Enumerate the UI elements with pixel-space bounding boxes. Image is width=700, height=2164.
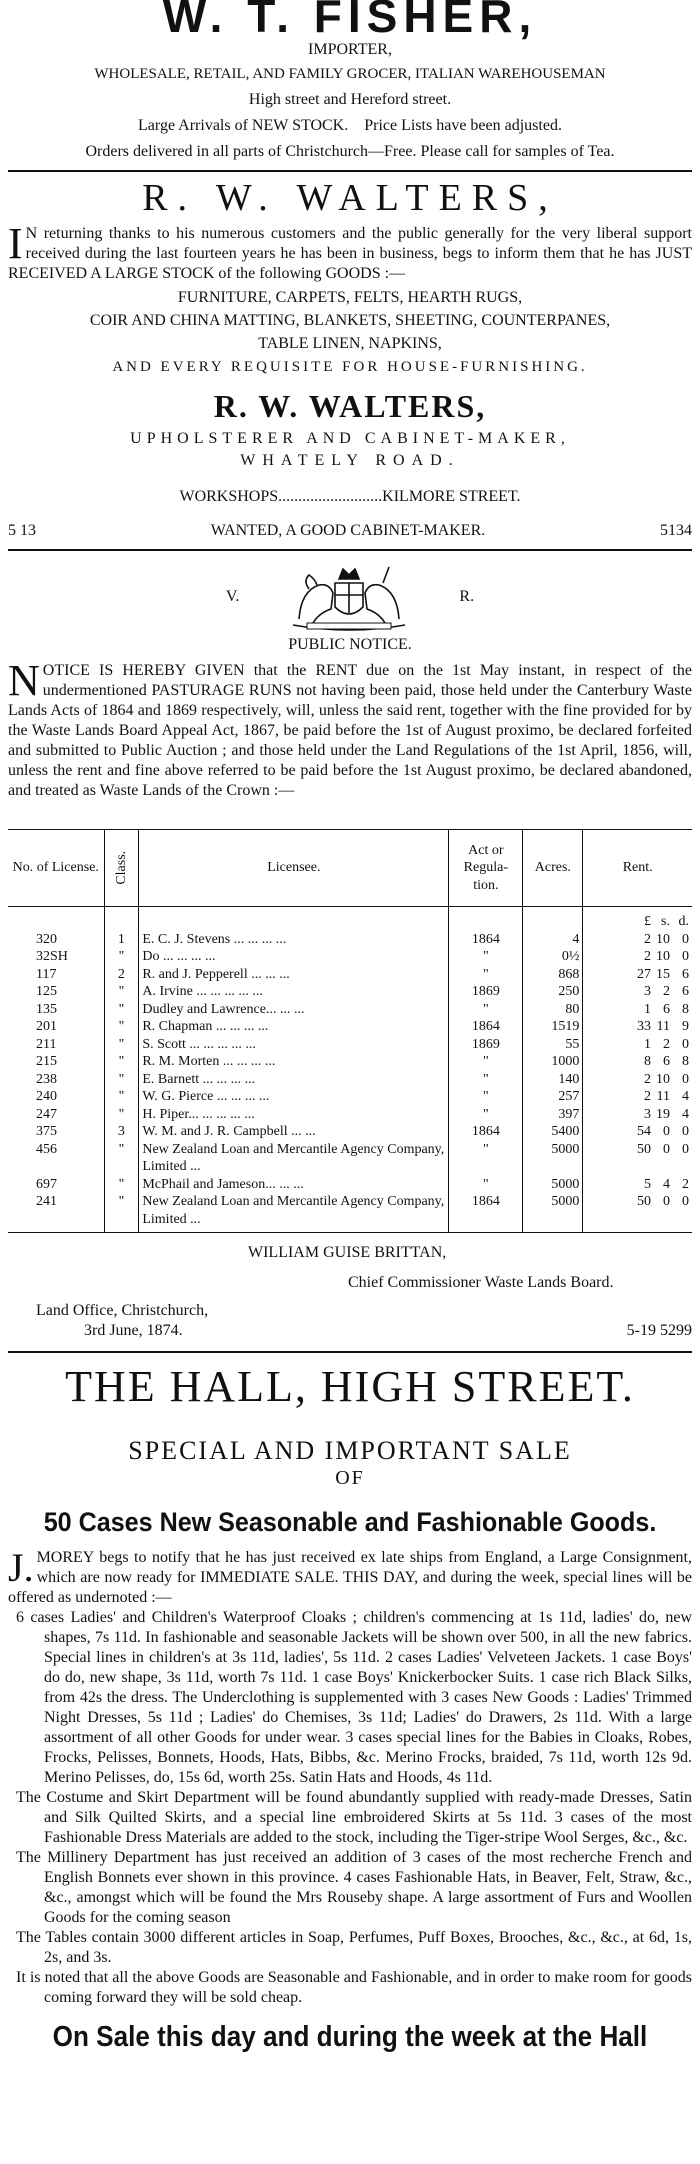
cell-act: 1864 bbox=[449, 1123, 523, 1141]
hall-item: The Costume and Skirt Department will be found abundantly supplied with ready-made Dresses, Satin and Silk Quilted Skirts, and a special line embroidered Skirts at 5s 11d. 3 cases of the most Fashionable Dress Materials are added to the stock, including the Tiger-stripe Wool Serges, &c., &c. bbox=[16, 1789, 692, 1846]
rent-s: 6 bbox=[663, 1001, 670, 1017]
rent-l: 27 bbox=[637, 966, 651, 982]
rent-d: 8 bbox=[682, 1054, 689, 1069]
cell-rent bbox=[583, 1001, 692, 1019]
cell-license-no: 32SH bbox=[36, 949, 68, 964]
cell-act: " bbox=[449, 1071, 523, 1089]
royal-crest-row bbox=[8, 561, 692, 633]
walters-advert bbox=[8, 176, 692, 541]
rent-s: 0 bbox=[663, 1124, 670, 1139]
table-row bbox=[8, 1193, 692, 1233]
hall-headline: 50 Cases New Seasonable and Fashionable Goods. bbox=[43, 1507, 657, 1537]
crest-right-letter: R. bbox=[459, 588, 475, 605]
rent-d: 0 bbox=[682, 1071, 689, 1087]
cell-rent bbox=[583, 1088, 692, 1106]
cell-act: " bbox=[449, 1141, 523, 1176]
table-row bbox=[8, 966, 692, 984]
public-notice bbox=[8, 561, 692, 1341]
cell-licensee: S. Scott ... ... ... ... ... bbox=[139, 1036, 449, 1054]
notice-body: OTICE IS HEREBY GIVEN that the RENT due on the 1st May instant, in respect of the undermentioned PASTURAGE RUNS not having been paid, those held under the Canterbury Waste Lands Acts of 1864 and 1869 respectively, will, unless the said rent, together with the fine provided for by the Waste Lands Board Appeal Act, 1867, be paid before the 1st of August proximo, be declared forfeited and submitted to Public Auction ; and those held under the Land Regulations of the 1st April, 1856, will, unless the rent and fine above referred to be paid before the 1st August proximo, be declared abandoned, and treated as Waste Lands of the Crown :— bbox=[8, 662, 692, 799]
hall-item: The Millinery Department has just received an addition of 3 cases of the most recherche French and English Bonnets ever shown in this province. 4 cases Fashionable Hats, in Beaver, Felt, Straw, &c., &c., amongst which will be found the Mrs Rouseby shape. A large assortment of Furs and Woollen Goods for the coming season bbox=[16, 1849, 692, 1926]
walters-goods-line: COIR AND CHINA MATTING, BLANKETS, SHEETING, COUNTERPANES, bbox=[89, 312, 611, 329]
rent-l: 2 bbox=[644, 1071, 651, 1087]
divider bbox=[8, 549, 692, 551]
hall-advert bbox=[8, 1361, 692, 2056]
cell-class: " bbox=[104, 983, 139, 1001]
rent-d: 6 bbox=[682, 984, 689, 999]
walters-ref-right: 5134 bbox=[659, 522, 692, 539]
cell-rent bbox=[583, 1176, 692, 1194]
cell-license-no: 135 bbox=[36, 1001, 57, 1017]
table-row bbox=[8, 1176, 692, 1194]
rent-l: 3 bbox=[644, 984, 651, 999]
rent-unit-shillings: s. bbox=[661, 914, 670, 929]
cell-class: " bbox=[104, 1106, 139, 1124]
cell-act: " bbox=[449, 1001, 523, 1019]
hall-item: The Tables contain 3000 different articles in Soap, Perfumes, Puff Boxes, Brooches, &c., &c., at 6d, 1s, 2s, and 3s. bbox=[16, 1929, 692, 1966]
rent-s: 10 bbox=[656, 1071, 670, 1087]
rent-l: 1 bbox=[644, 1036, 651, 1052]
rent-unit-pounds: £ bbox=[644, 914, 651, 929]
cell-license-no: 456 bbox=[36, 1141, 57, 1157]
hall-item: It is noted that all the above Goods are Seasonable and Fashionable, and in order to make room for goods coming forward they will be sold cheap. bbox=[16, 1969, 692, 2006]
cell-act: 1864 bbox=[449, 1018, 523, 1036]
rent-s: 6 bbox=[663, 1054, 670, 1069]
notice-dropcap: N bbox=[8, 656, 40, 705]
cell-rent bbox=[583, 931, 692, 949]
notice-office: Land Office, Christchurch, bbox=[36, 1302, 209, 1319]
rent-l: 50 bbox=[637, 1141, 651, 1157]
cell-class: " bbox=[104, 1001, 139, 1019]
cell-act: " bbox=[449, 1106, 523, 1124]
table-row bbox=[8, 1018, 692, 1036]
rent-d: 4 bbox=[682, 1089, 689, 1104]
cell-acres: 4 bbox=[523, 931, 583, 949]
rent-unit-pence: d. bbox=[678, 914, 689, 929]
table-row bbox=[8, 983, 692, 1001]
cell-licensee: New Zealand Loan and Mercantile Agency Company, Limited ... bbox=[139, 1193, 449, 1233]
cell-license-no: 201 bbox=[36, 1019, 57, 1034]
cell-license-no: 215 bbox=[36, 1054, 57, 1069]
cell-acres: 5000 bbox=[523, 1176, 583, 1194]
rent-s: 10 bbox=[656, 931, 670, 947]
hall-footer: On Sale this day and during the week at the Hall bbox=[52, 2021, 648, 2053]
cell-rent bbox=[583, 1053, 692, 1071]
hall-intro-block bbox=[8, 1545, 692, 1608]
cell-act: " bbox=[449, 1088, 523, 1106]
rent-l: 2 bbox=[644, 931, 651, 947]
col-header-licensee: Licensee. bbox=[139, 830, 449, 907]
rent-l: 1 bbox=[644, 1001, 651, 1017]
walters-road: WHATELY ROAD. bbox=[240, 452, 460, 469]
cell-license-no: 238 bbox=[36, 1071, 57, 1087]
license-table bbox=[8, 829, 692, 1233]
cell-rent bbox=[583, 966, 692, 984]
cell-class: " bbox=[104, 1193, 139, 1233]
cell-rent bbox=[583, 983, 692, 1001]
walters-goods-line: FURNITURE, CARPETS, FELTS, HEARTH RUGS, bbox=[177, 289, 523, 306]
table-row bbox=[8, 1106, 692, 1124]
cell-acres: 257 bbox=[523, 1088, 583, 1106]
fisher-name: W. T. FISHER, bbox=[162, 0, 538, 42]
cell-acres: 1000 bbox=[523, 1053, 583, 1071]
cell-licensee: Dudley and Lawrence... ... ... bbox=[139, 1001, 449, 1019]
cell-class: " bbox=[104, 1036, 139, 1054]
rent-s: 11 bbox=[656, 1089, 670, 1104]
table-row bbox=[8, 1088, 692, 1106]
cell-class: " bbox=[104, 948, 139, 966]
cell-acres: 5000 bbox=[523, 1193, 583, 1233]
crest-left-letter: V. bbox=[225, 588, 240, 605]
fisher-trade: WHOLESALE, RETAIL, AND FAMILY GROCER, ITALIAN WAREHOUSEMAN bbox=[94, 66, 606, 82]
table-row bbox=[8, 948, 692, 966]
cell-class: " bbox=[104, 1018, 139, 1036]
rent-l: 8 bbox=[644, 1054, 651, 1069]
rent-d: 0 bbox=[682, 1194, 689, 1209]
cell-acres: 5000 bbox=[523, 1141, 583, 1176]
rent-l: 54 bbox=[637, 1124, 651, 1139]
cell-class: " bbox=[104, 1071, 139, 1089]
hall-item: 6 cases Ladies' and Children's Waterproof Cloaks ; children's commencing at 1s 11d, ladies' do, new shapes, 7s 11d. In fashionable and seasonable Jackets will be shown over 500, in all the new fabrics. Special lines in children's at 3s 11d, ladies', 5s 11d. 2 cases Ladies' Velveteen Jackets. 1 case Boys' do do, new shape, 3s 11d, worth 7s 11d. 1 case Boys' Knickerbocker Suits. 1 case rich Black Silks, from 42s the dress. The Underclothing is supplemented with 3 cases New Goods : Ladies' Trimmed Night Dresses, 5s 11d ; Ladies' do Chemises, 3s 11d; Ladies' do Drawers, 2s 11d. With a large assortment of all other Goods for under wear. 3 cases special lines for the Babies in Cloaks, Robes, Frocks, Pelisses, Bonnets, Hoods, Hats, Bibbs, &c. Merino Frocks, braided, 7s 11d, worth 12s 9d. Merino Pelisses, do, 15s 6d, worth 25s. Satin Hats and Hoods, 4s 11d. bbox=[16, 1609, 692, 1786]
rent-l: 2 bbox=[644, 1089, 651, 1104]
col-header-acres: Acres. bbox=[523, 830, 583, 907]
rent-s: 0 bbox=[663, 1141, 670, 1157]
notice-heading: PUBLIC NOTICE. bbox=[288, 636, 412, 653]
notice-date: 3rd June, 1874. bbox=[84, 1322, 183, 1339]
cell-licensee: W. M. and J. R. Campbell ... ... bbox=[139, 1123, 449, 1141]
table-row bbox=[8, 1036, 692, 1054]
rent-l: 33 bbox=[637, 1019, 651, 1034]
rent-d: 6 bbox=[682, 966, 689, 982]
cell-rent bbox=[583, 1123, 692, 1141]
cell-act: 1869 bbox=[449, 1036, 523, 1054]
royal-coat-of-arms-icon bbox=[279, 561, 419, 633]
table-row bbox=[8, 1053, 692, 1071]
cell-rent bbox=[583, 1193, 692, 1233]
notice-date-row bbox=[8, 1321, 692, 1341]
cell-license-no: 241 bbox=[8, 1193, 104, 1233]
cell-rent bbox=[583, 1071, 692, 1089]
fisher-orders: Orders delivered in all parts of Christchurch—Free. Please call for samples of Tea. bbox=[85, 143, 615, 160]
cell-licensee: New Zealand Loan and Mercantile Agency Company, Limited ... bbox=[139, 1141, 449, 1176]
cell-rent bbox=[583, 1141, 692, 1176]
divider bbox=[8, 1351, 692, 1353]
cell-acres: 868 bbox=[523, 966, 583, 984]
walters-goods-line: AND EVERY REQUISITE FOR HOUSE-FURNISHING. bbox=[112, 359, 588, 375]
hall-dropcap: J. bbox=[8, 1545, 34, 1590]
cell-licensee: H. Piper... ... ... ... ... bbox=[139, 1106, 449, 1124]
cell-acres: 397 bbox=[523, 1106, 583, 1124]
walters-name: R. W. WALTERS, bbox=[142, 177, 558, 219]
rent-s: 19 bbox=[656, 1106, 670, 1122]
table-row bbox=[8, 1071, 692, 1089]
cell-license-no: 211 bbox=[36, 1036, 57, 1052]
rent-s: 2 bbox=[663, 1036, 670, 1052]
cell-acres: 80 bbox=[523, 1001, 583, 1019]
walters-intro-block bbox=[8, 219, 692, 284]
fisher-arrivals: Large Arrivals of NEW STOCK. Price Lists have been adjusted. bbox=[138, 117, 562, 134]
walters-name-2: R. W. WALTERS, bbox=[213, 388, 487, 424]
cell-acres: 140 bbox=[523, 1071, 583, 1089]
cell-act: " bbox=[449, 1176, 523, 1194]
col-header-license: No. of License. bbox=[8, 830, 104, 907]
cell-license-no: 375 bbox=[36, 1124, 57, 1139]
cell-acres: 55 bbox=[523, 1036, 583, 1054]
fisher-address: High street and Hereford street. bbox=[248, 91, 452, 108]
rent-units-row bbox=[8, 907, 692, 931]
rent-s: 2 bbox=[663, 984, 670, 999]
cell-class: 1 bbox=[104, 931, 139, 949]
col-header-class-label: Class. bbox=[113, 851, 129, 885]
cell-license-no: 247 bbox=[36, 1106, 57, 1122]
cell-licensee: R. and J. Pepperell ... ... ... bbox=[139, 966, 449, 984]
cell-licensee: Do ... ... ... ... bbox=[139, 948, 449, 966]
rent-d: 0 bbox=[682, 949, 689, 964]
hall-intro: MOREY begs to notify that he has just received ex late ships from England, a Large Consignment, which are now ready for IMMEDIATE SALE. THIS DAY, and during the week, special lines will be offered as undernoted :— bbox=[8, 1549, 692, 1606]
col-header-class bbox=[104, 830, 139, 907]
cell-act: " bbox=[449, 966, 523, 984]
table-row bbox=[8, 1141, 692, 1176]
fisher-role: IMPORTER, bbox=[308, 41, 392, 58]
notice-signer-title: Chief Commissioner Waste Lands Board. bbox=[348, 1274, 614, 1291]
rent-s: 10 bbox=[656, 949, 670, 964]
cell-license-no: 125 bbox=[36, 984, 57, 999]
cell-licensee: A. Irvine ... ... ... ... ... bbox=[139, 983, 449, 1001]
walters-wanted-row bbox=[8, 521, 692, 541]
hall-special: SPECIAL AND IMPORTANT SALE bbox=[128, 1436, 572, 1465]
table-row bbox=[8, 1123, 692, 1141]
cell-license-no: 697 bbox=[36, 1176, 57, 1192]
rent-l: 5 bbox=[644, 1176, 651, 1192]
col-header-act: Act or Regula-tion. bbox=[449, 830, 523, 907]
rent-d: 8 bbox=[682, 1001, 689, 1017]
cell-acres: 5400 bbox=[523, 1123, 583, 1141]
rent-s: 11 bbox=[656, 1019, 670, 1034]
cell-licensee: R. M. Morten ... ... ... ... bbox=[139, 1053, 449, 1071]
cell-class: " bbox=[104, 1141, 139, 1176]
rent-d: 4 bbox=[682, 1106, 689, 1122]
rent-s: 15 bbox=[656, 966, 670, 982]
walters-goods-line: TABLE LINEN, NAPKINS, bbox=[258, 335, 442, 352]
rent-l: 50 bbox=[637, 1194, 651, 1209]
cell-rent bbox=[583, 948, 692, 966]
notice-ref: 5-19 5299 bbox=[626, 1322, 692, 1339]
cell-rent bbox=[583, 1036, 692, 1054]
rent-s: 4 bbox=[663, 1176, 670, 1192]
cell-act: " bbox=[449, 948, 523, 966]
cell-act: 1869 bbox=[449, 983, 523, 1001]
cell-act: 1864 bbox=[449, 1193, 523, 1233]
walters-workshops: WORKSHOPS..........................KILMORE STREET. bbox=[179, 488, 521, 505]
rent-d: 0 bbox=[682, 931, 689, 947]
hall-of: OF bbox=[335, 1467, 365, 1489]
walters-trade: UPHOLSTERER AND CABINET-MAKER, bbox=[130, 430, 570, 447]
cell-rent bbox=[583, 1018, 692, 1036]
divider bbox=[8, 170, 692, 172]
cell-acres: 1519 bbox=[523, 1018, 583, 1036]
table-row bbox=[8, 931, 692, 949]
cell-class: " bbox=[104, 1053, 139, 1071]
fisher-advert bbox=[8, 0, 692, 162]
cell-license-no: 240 bbox=[36, 1089, 57, 1104]
cell-class: " bbox=[104, 1176, 139, 1194]
table-row bbox=[8, 1001, 692, 1019]
cell-rent bbox=[583, 1106, 692, 1124]
rent-l: 3 bbox=[644, 1106, 651, 1122]
rent-d: 0 bbox=[682, 1124, 689, 1139]
walters-dropcap: I bbox=[8, 219, 23, 268]
rent-l: 2 bbox=[644, 949, 651, 964]
cell-class: 3 bbox=[104, 1123, 139, 1141]
walters-intro: N returning thanks to his numerous customers and the public generally for the very liberal support received during the last fourteen years he has been in business, begs to inform them that he has JUST RECEIVED A LARGE STOCK of the following GOODS :— bbox=[8, 225, 692, 282]
cell-licensee: W. G. Pierce ... ... ... ... bbox=[139, 1088, 449, 1106]
walters-ref-left: 5 13 bbox=[8, 522, 36, 539]
cell-acres: 0½ bbox=[523, 948, 583, 966]
rent-d: 0 bbox=[682, 1141, 689, 1157]
rent-d: 9 bbox=[682, 1019, 689, 1034]
cell-act: 1864 bbox=[449, 931, 523, 949]
cell-licensee: R. Chapman ... ... ... ... bbox=[139, 1018, 449, 1036]
cell-act: " bbox=[449, 1053, 523, 1071]
cell-licensee: McPhail and Jameson... ... ... bbox=[139, 1176, 449, 1194]
table-header-row bbox=[8, 830, 692, 907]
cell-class: 2 bbox=[104, 966, 139, 984]
rent-d: 0 bbox=[682, 1036, 689, 1052]
walters-wanted: WANTED, A GOOD CABINET-MAKER. bbox=[210, 522, 486, 539]
col-header-rent: Rent. bbox=[583, 830, 692, 907]
cell-license-no: 320 bbox=[36, 931, 57, 947]
cell-licensee: E. Barnett ... ... ... ... bbox=[139, 1071, 449, 1089]
cell-class: " bbox=[104, 1088, 139, 1106]
cell-acres: 250 bbox=[523, 983, 583, 1001]
notice-body-block bbox=[8, 656, 692, 801]
hall-title: THE HALL, HIGH STREET. bbox=[65, 1362, 635, 1411]
rent-d: 2 bbox=[682, 1176, 689, 1192]
cell-license-no: 117 bbox=[36, 966, 57, 982]
cell-licensee: E. C. J. Stevens ... ... ... ... bbox=[139, 931, 449, 949]
rent-s: 0 bbox=[663, 1194, 670, 1209]
notice-signer: WILLIAM GUISE BRITTAN, bbox=[248, 1244, 447, 1261]
